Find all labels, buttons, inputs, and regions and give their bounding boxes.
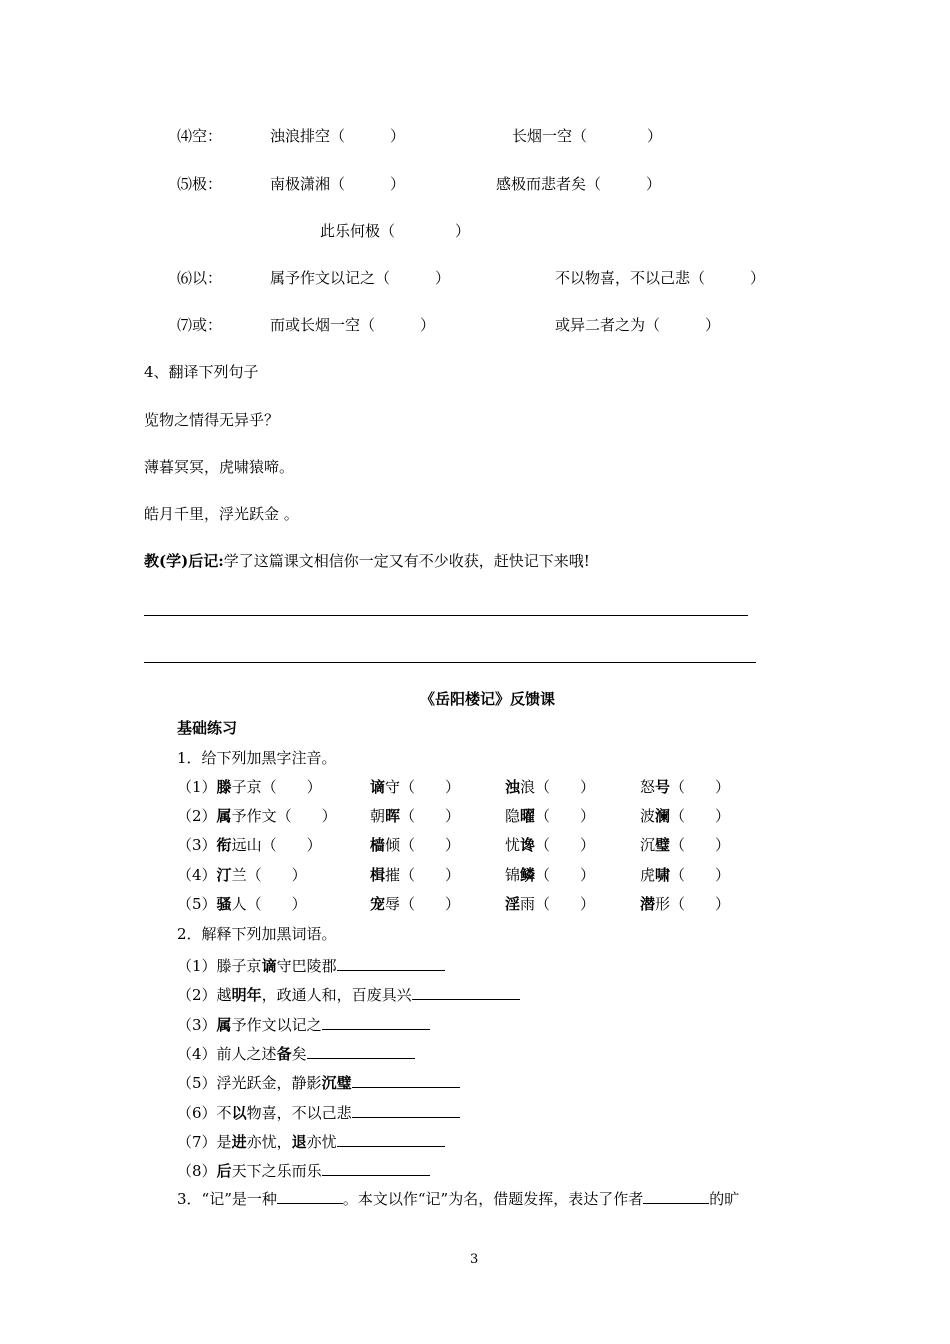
q2-item bbox=[177, 955, 445, 976]
vocab-label-yi: ⑹以： bbox=[177, 269, 223, 287]
pinyin-item bbox=[370, 894, 460, 914]
pinyin-item bbox=[177, 894, 307, 914]
feedback-title: 《岳阳楼记》反馈课 bbox=[420, 690, 556, 708]
answer-blank[interactable] bbox=[307, 1043, 415, 1059]
answer-blank[interactable] bbox=[337, 955, 445, 971]
word-text[interactable]: （ ） bbox=[400, 807, 461, 825]
bold-character: 号 bbox=[655, 778, 671, 796]
word-text[interactable]: 兰（ ） bbox=[231, 866, 307, 884]
word-text[interactable]: （ ） bbox=[670, 807, 731, 825]
word-text: 虎 bbox=[640, 866, 656, 884]
bold-character: 骚 bbox=[216, 895, 232, 913]
q2-item bbox=[177, 1160, 430, 1181]
bold-word: 谪 bbox=[261, 957, 277, 975]
sentence-text: 亦忧 bbox=[306, 1133, 337, 1151]
bold-word: 退 bbox=[291, 1133, 307, 1151]
bold-word: 进 bbox=[231, 1133, 247, 1151]
vocab-label-ji: ⑸极： bbox=[177, 175, 223, 193]
vocab-item: 而或长烟一空（ ） bbox=[270, 316, 436, 334]
sentence-text: 越 bbox=[216, 986, 232, 1004]
pinyin-item bbox=[640, 806, 730, 826]
item-number: （5） bbox=[177, 1074, 217, 1092]
bold-word: 沉璧 bbox=[321, 1074, 352, 1092]
sentence-text: 不 bbox=[216, 1104, 232, 1122]
answer-blank[interactable] bbox=[337, 1131, 445, 1147]
vocab-label-kong: ⑷空： bbox=[177, 127, 223, 145]
bold-character: 樯 bbox=[370, 836, 386, 854]
sentence-text: 是 bbox=[216, 1133, 232, 1151]
bold-character: 璧 bbox=[655, 836, 671, 854]
bold-character: 楫 bbox=[370, 866, 386, 884]
page-number: 3 bbox=[470, 1252, 479, 1267]
q2-item bbox=[177, 1131, 445, 1152]
q3-text: 。本文以作“记”为名，借题发挥，表达了作者 bbox=[342, 1190, 644, 1208]
question-2: 2．解释下列加黑词语。 bbox=[177, 925, 337, 943]
word-text[interactable]: 守（ ） bbox=[385, 778, 461, 796]
item-number: （5） bbox=[177, 895, 217, 913]
answer-blank[interactable] bbox=[412, 984, 520, 1000]
bold-word: 后 bbox=[216, 1162, 232, 1180]
word-text[interactable]: 辱（ ） bbox=[385, 895, 461, 913]
bold-character: 谗 bbox=[520, 836, 536, 854]
pinyin-item bbox=[640, 777, 730, 797]
item-number: （8） bbox=[177, 1162, 217, 1180]
writing-line[interactable] bbox=[144, 615, 748, 616]
vocab-item: 南极潇湘（ ） bbox=[270, 175, 406, 193]
q3-text: 的旷 bbox=[709, 1190, 740, 1208]
afterword bbox=[144, 551, 590, 571]
word-text[interactable]: 予作文（ ） bbox=[231, 807, 337, 825]
word-text[interactable]: （ ） bbox=[670, 778, 731, 796]
word-text[interactable]: 摧（ ） bbox=[385, 866, 461, 884]
translate-heading: 4、翻译下列句子 bbox=[144, 363, 259, 381]
sentence-text: 浮光跃金，静影 bbox=[216, 1074, 322, 1092]
sentence-text: 守巴陵郡 bbox=[276, 957, 337, 975]
bold-character: 淫 bbox=[505, 895, 521, 913]
sentence-text: 物喜，不以己悲 bbox=[246, 1104, 352, 1122]
pinyin-item bbox=[505, 894, 595, 914]
pinyin-item bbox=[505, 865, 595, 885]
pinyin-item bbox=[370, 865, 460, 885]
q2-item bbox=[177, 1014, 430, 1035]
vocab-item: 不以物喜，不以己悲（ ） bbox=[555, 269, 766, 287]
pinyin-item bbox=[505, 835, 595, 855]
question-3 bbox=[177, 1188, 739, 1209]
pinyin-item bbox=[177, 777, 322, 797]
pinyin-item bbox=[370, 777, 460, 797]
translate-sentence: 薄暮冥冥，虎啸猿啼。 bbox=[144, 458, 295, 476]
q2-item bbox=[177, 1043, 415, 1064]
vocab-item: 或异二者之为（ ） bbox=[555, 316, 721, 334]
word-text[interactable]: （ ） bbox=[535, 836, 596, 854]
section-heading: 基础练习 bbox=[177, 719, 238, 737]
bold-character: 啸 bbox=[655, 866, 671, 884]
pinyin-item bbox=[640, 835, 730, 855]
word-text[interactable]: 人（ ） bbox=[231, 895, 307, 913]
bold-character: 鳞 bbox=[520, 866, 536, 884]
vocab-item: 此乐何极（ ） bbox=[320, 222, 471, 240]
word-text[interactable]: （ ） bbox=[535, 866, 596, 884]
bold-character: 晖 bbox=[385, 807, 401, 825]
vocab-item: 感极而悲者矣（ ） bbox=[496, 175, 662, 193]
bold-word: 备 bbox=[276, 1045, 292, 1063]
word-text: 朝 bbox=[370, 807, 386, 825]
bold-character: 谪 bbox=[370, 778, 386, 796]
word-text[interactable]: 远山（ ） bbox=[231, 836, 322, 854]
afterword-label: 教(学)后记: bbox=[144, 552, 224, 570]
bold-character: 澜 bbox=[655, 807, 671, 825]
word-text: 锦 bbox=[505, 866, 521, 884]
answer-blank[interactable] bbox=[352, 1072, 460, 1088]
item-number: （6） bbox=[177, 1104, 217, 1122]
bold-character: 滕 bbox=[216, 778, 232, 796]
bold-character: 浊 bbox=[505, 778, 521, 796]
answer-blank[interactable] bbox=[277, 1188, 343, 1204]
word-text[interactable]: （ ） bbox=[670, 866, 731, 884]
q2-item bbox=[177, 1102, 460, 1123]
afterword-text: 学了这篇课文相信你一定又有不少收获，赶快记下来哦! bbox=[223, 552, 590, 570]
bold-character: 宠 bbox=[370, 895, 386, 913]
q3-text: 3．“记”是一种 bbox=[177, 1190, 277, 1208]
sentence-text: 滕子京 bbox=[216, 957, 262, 975]
pinyin-item bbox=[177, 806, 337, 826]
word-text: 波 bbox=[640, 807, 656, 825]
vocab-item: 浊浪排空（ ） bbox=[270, 127, 406, 145]
word-text[interactable]: 子京（ ） bbox=[231, 778, 322, 796]
pinyin-item bbox=[640, 894, 730, 914]
word-text: 隐 bbox=[505, 807, 521, 825]
pinyin-item bbox=[505, 806, 595, 826]
vocab-item: 长烟一空（ ） bbox=[512, 127, 663, 145]
q2-item bbox=[177, 1072, 460, 1093]
pinyin-item bbox=[370, 806, 460, 826]
pinyin-item bbox=[505, 777, 595, 797]
bold-character: 属 bbox=[216, 807, 232, 825]
pinyin-item bbox=[177, 865, 307, 885]
item-number: （2） bbox=[177, 986, 217, 1004]
bold-character: 衔 bbox=[216, 836, 232, 854]
item-number: （4） bbox=[177, 866, 217, 884]
word-text[interactable]: （ ） bbox=[535, 807, 596, 825]
answer-blank[interactable] bbox=[643, 1188, 709, 1204]
item-number: （1） bbox=[177, 778, 217, 796]
bold-character: 汀 bbox=[216, 866, 232, 884]
sentence-text: 前人之述 bbox=[216, 1045, 277, 1063]
vocab-label-huo: ⑺或： bbox=[177, 316, 223, 334]
pinyin-item bbox=[640, 865, 730, 885]
q2-item bbox=[177, 984, 520, 1005]
sentence-text: 天下之乐而乐 bbox=[231, 1162, 322, 1180]
word-text[interactable]: 倾（ ） bbox=[385, 836, 461, 854]
bold-word: 以 bbox=[231, 1104, 247, 1122]
sentence-text: ，政通人和，百废具兴 bbox=[261, 986, 412, 1004]
item-number: （3） bbox=[177, 1016, 217, 1034]
item-number: （4） bbox=[177, 1045, 217, 1063]
item-number: （1） bbox=[177, 957, 217, 975]
word-text: 怒 bbox=[640, 778, 656, 796]
bold-word: 属 bbox=[216, 1016, 232, 1034]
word-text[interactable]: （ ） bbox=[670, 836, 731, 854]
vocab-item: 属予作文以记之（ ） bbox=[270, 269, 451, 287]
pinyin-item bbox=[177, 835, 322, 855]
sentence-text: 矣 bbox=[291, 1045, 307, 1063]
item-number: （2） bbox=[177, 807, 217, 825]
item-number: （3） bbox=[177, 836, 217, 854]
pinyin-item bbox=[370, 835, 460, 855]
translate-sentence: 皓月千里，浮光跃金 。 bbox=[144, 505, 299, 523]
translate-sentence: 览物之情得无异乎？ bbox=[144, 411, 280, 429]
word-text[interactable]: 形（ ） bbox=[655, 895, 731, 913]
sentence-text: 予作文以记之 bbox=[231, 1016, 322, 1034]
answer-blank[interactable] bbox=[322, 1014, 430, 1030]
word-text[interactable]: 浪（ ） bbox=[520, 778, 596, 796]
sentence-text: 亦忧， bbox=[246, 1133, 292, 1151]
bold-character: 曜 bbox=[520, 807, 536, 825]
bold-word: 明年 bbox=[231, 986, 262, 1004]
word-text: 忧 bbox=[505, 836, 521, 854]
writing-line[interactable] bbox=[144, 662, 756, 663]
bold-character: 潜 bbox=[640, 895, 656, 913]
answer-blank[interactable] bbox=[322, 1160, 430, 1176]
word-text: 沉 bbox=[640, 836, 656, 854]
question-1: 1．给下列加黑字注音。 bbox=[177, 749, 337, 767]
answer-blank[interactable] bbox=[352, 1102, 460, 1118]
item-number: （7） bbox=[177, 1133, 217, 1151]
word-text[interactable]: 雨（ ） bbox=[520, 895, 596, 913]
